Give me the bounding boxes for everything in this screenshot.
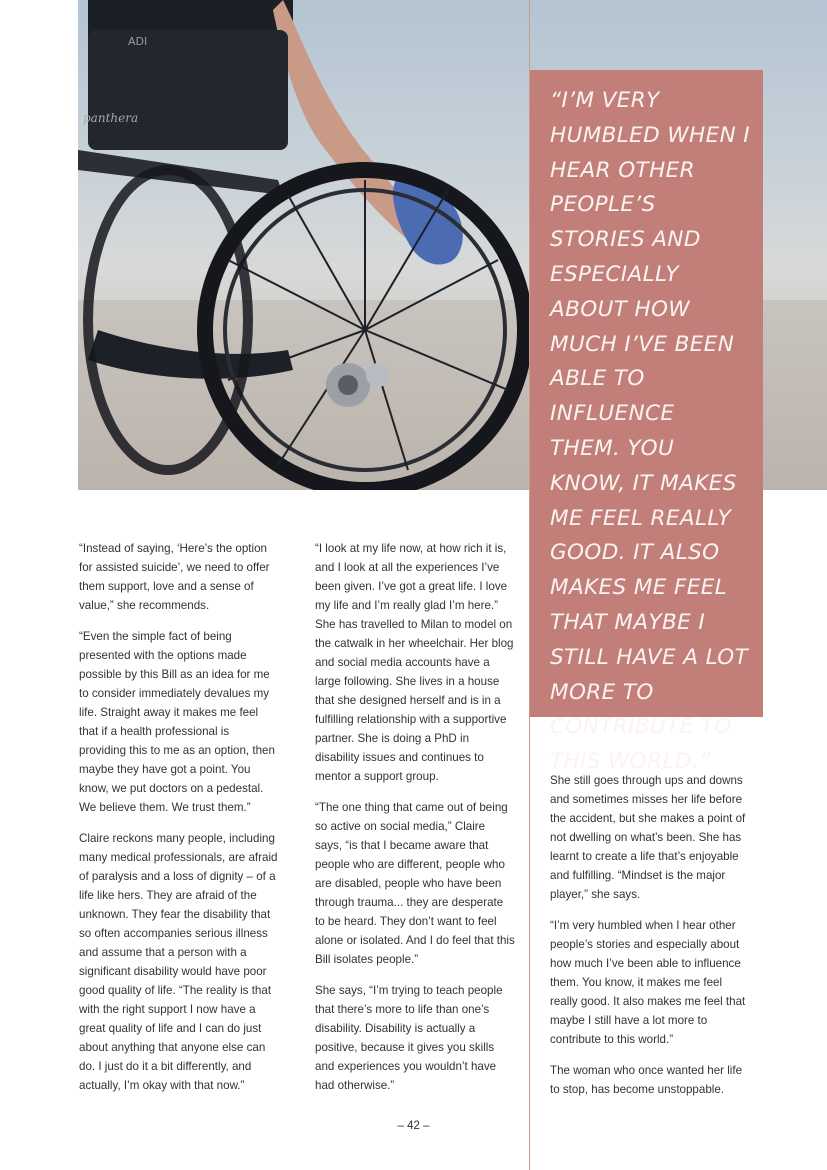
paragraph: The woman who once wanted her life to stop, has become unstoppable.: [550, 1064, 743, 1096]
paragraph: “Even the simple fact of being presented with the options made possible by this Bill as an idea for me to consider immediately devalues my life. Straight away it makes me feel that if a health professional is providing this to me as an option, then maybe they have got a point. You know, we put doctors on a pedestal. We believe them. We trust them.”: [79, 630, 275, 814]
pull-quote: “I’M VERY HUMBLED WHEN I HEAR OTHER PEOPLE’S STORIES AND ESPECIALLY ABOUT HOW MUCH I’VE BEEN ABLE TO INFLUENCE THEM. YOU KNOW, IT MAKES ME FEEL REALLY GOOD. IT ALSO MAKES ME FEEL THAT MAYBE I STILL HAVE A LOT MORE TO CONTRIBUTE TO THIS WORLD.”: [550, 88, 751, 775]
brand-label: panthera: [83, 111, 139, 125]
text-column-1: [79, 539, 279, 1107]
text-column-3: [550, 771, 750, 1111]
pull-quote-box: [530, 70, 763, 775]
page-number: – 42 –: [397, 1120, 430, 1132]
paragraph: “I look at my life now, at how rich it is, and I look at all the experiences I’ve been given. I’ve got a great life. I love my life and I’m really glad I’m here.” She has travelled to Milan to model on the catwalk in her wheelchair. Her blog and social media accounts have a large following. She lives in a house that she designed herself and is in a fulfilling relationship with a supportive partner. She is doing a PhD in disability issues and continues to mentor a support group.: [315, 542, 514, 783]
paragraph: “The one thing that came out of being so active on social media,” Claire says, “is that I became aware that people who are different, people who are disabled, people who have been through trauma... they are desperate to be heard. They don’t want to feel alone or isolated. And I do feel that this Bill isolates people.”: [315, 801, 515, 966]
paragraph: “I’m very humbled when I hear other people’s stories and especially about how much I’ve been able to influence them. You know, it makes me feel really good. It also makes me feel that maybe I still have a lot more to contribute to this world.”: [550, 919, 746, 1046]
paragraph: She still goes through ups and downs and sometimes misses her life before the accident, but she makes a point of not dwelling on what’s been. She has learnt to create a life that’s enjoyable and fulfilling. “Mindset is the major player,” she says.: [550, 774, 746, 901]
paragraph: “Instead of saying, ‘Here’s the option for assisted suicide’, we need to offer them support, love and a sense of value,” she recommends.: [79, 542, 270, 612]
frame-label: ADI: [128, 35, 148, 48]
text-column-2: [315, 539, 515, 1107]
paragraph: She says, “I’m trying to teach people that there’s more to life than one’s disability. Disability is actually a positive, because it gives you skills and experiences you wouldn’t have had otherwise.”: [315, 984, 503, 1092]
paragraph: Claire reckons many people, including many medical professionals, are afraid of paralysis and a loss of dignity – of a life like hers. They are afraid of the unknown. They fear the disability that so often accompanies serious illness and assume that a person with a significant disability would have poor good quality of life. “The reality is that with the right support I now have a great quality of life and I can do just about anything that anyone else can do. I just do it a bit differently, and actually, I’m okay with that now.”: [79, 832, 278, 1092]
